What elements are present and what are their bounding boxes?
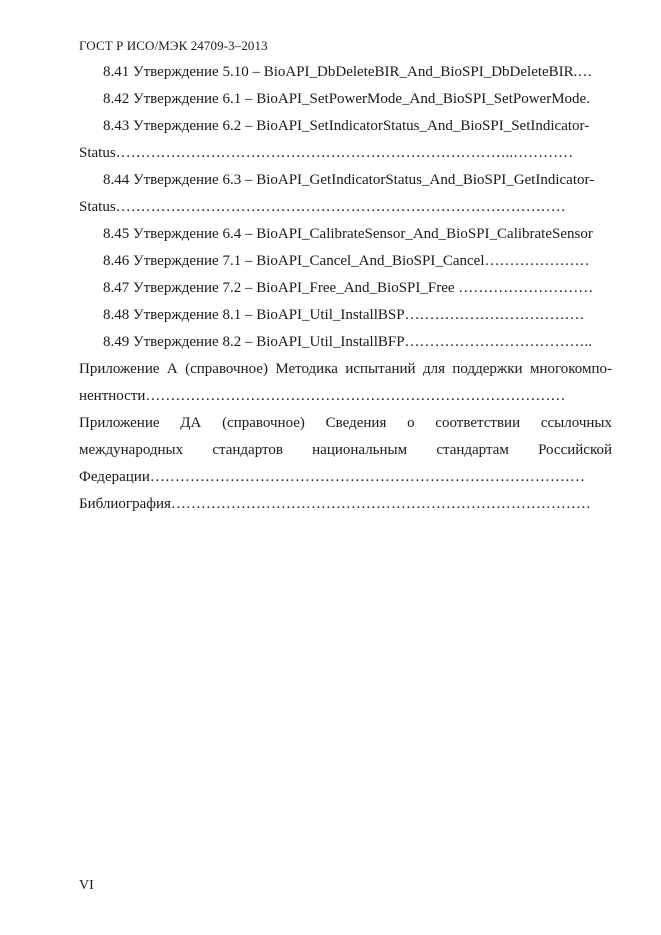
toc-entry-8-46[interactable]: 8.46 Утверждение 7.1 – BioAPI_Cancel_And_BioSPI_Cancel………………… — [103, 253, 590, 269]
toc-entry-8-48[interactable]: 8.48 Утверждение 8.1 – BioAPI_Util_InstallBSP……………………………… — [103, 307, 585, 323]
toc-entry-appendix-da[interactable]: Приложение ДА (справочное) Сведения о соответствии ссылочных — [79, 415, 612, 431]
toc-entry-8-47[interactable]: 8.47 Утверждение 7.2 – BioAPI_Free_And_BioSPI_Free ……………………… — [103, 280, 594, 296]
toc-entry-8-44-continuation[interactable]: Status……………………………………………………………………………… — [79, 199, 566, 215]
toc-entry-appendix-a-continuation[interactable]: нентности………………………………………………………………………… — [79, 388, 566, 404]
page-header-standard: ГОСТ Р ИСО/МЭК 24709-3–2013 — [79, 38, 268, 53]
toc-entry-8-43-continuation[interactable]: Status……………………………………………………………………..………… — [79, 145, 574, 161]
toc-entry-8-42[interactable]: 8.42 Утверждение 6.1 – BioAPI_SetPowerMode_And_BioSPI_SetPowerMode. — [103, 91, 590, 107]
toc-entry-8-43[interactable]: 8.43 Утверждение 6.2 – BioAPI_SetIndicatorStatus_And_BioSPI_SetIndicator- — [103, 118, 590, 134]
toc-entry-appendix-a[interactable]: Приложение А (справочное) Методика испытаний для поддержки многокомпо- — [79, 361, 612, 377]
toc-entry-appendix-da-continuation[interactable]: Федерации…………………………………………………………………………… — [79, 469, 585, 485]
toc-entry-appendix-da-line-2[interactable]: международных стандартов национальным стандартам Российской — [79, 442, 612, 458]
toc-entry-bibliography[interactable]: Библиография………………………………………………………………………… — [79, 496, 591, 512]
page-number: VI — [79, 878, 94, 893]
toc-entry-8-44[interactable]: 8.44 Утверждение 6.3 – BioAPI_GetIndicatorStatus_And_BioSPI_GetIndicator- — [103, 172, 595, 188]
toc-entry-8-45[interactable]: 8.45 Утверждение 6.4 – BioAPI_CalibrateSensor_And_BioSPI_CalibrateSensor — [103, 226, 593, 242]
toc-entry-8-49[interactable]: 8.49 Утверждение 8.2 – BioAPI_Util_InstallBFP……………………………….. — [103, 334, 593, 350]
toc-entry-8-41[interactable]: 8.41 Утверждение 5.10 – BioAPI_DbDeleteBIR_And_BioSPI_DbDeleteBIR.… — [103, 64, 593, 80]
table-of-contents — [79, 59, 612, 518]
